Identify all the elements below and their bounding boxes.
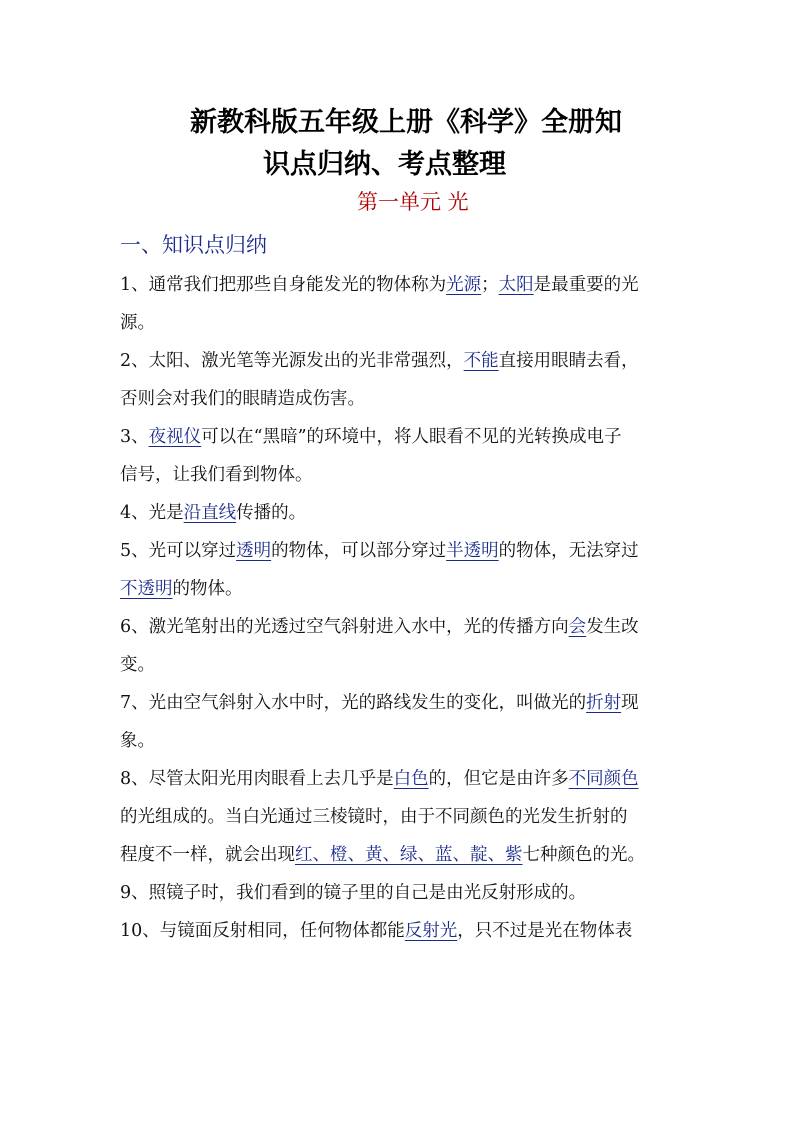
text-segment: 变。	[120, 655, 155, 675]
text-line	[120, 456, 680, 494]
key-term: 夜视仪	[148, 427, 202, 447]
text-line	[120, 380, 680, 418]
key-term: 白色	[393, 769, 429, 789]
text-line	[120, 608, 680, 646]
text-segment: 传播的。	[236, 503, 307, 523]
text-segment: 8、尽管太阳光用肉眼看上去几乎是	[120, 769, 394, 789]
key-term: 会	[568, 617, 587, 637]
text-line	[120, 722, 680, 760]
text-segment: 的，但它是由许多	[428, 769, 569, 789]
text-segment: 的物体，可以部分穿过	[271, 541, 447, 561]
key-term: 光源	[446, 275, 482, 295]
text-line	[120, 266, 680, 304]
key-term: 红、橙、黄、绿、蓝、靛、紫	[295, 845, 523, 865]
text-segment: 6、激光笔射出的光透过空气斜射进入水中，光的传播方向	[120, 617, 569, 637]
document-title-line-1: 新教科版五年级上册《科学》全册知	[190, 107, 622, 138]
text-segment: ；	[481, 275, 499, 295]
text-line	[120, 494, 680, 532]
text-segment: 的物体。	[172, 579, 243, 599]
text-segment: 信号，让我们看到物体。	[120, 465, 313, 485]
text-line	[120, 304, 680, 342]
key-term: 半透明	[446, 541, 499, 561]
text-line	[120, 570, 680, 608]
text-line	[120, 532, 680, 570]
text-segment: 1、通常我们把那些自身能发光的物体称为	[120, 275, 447, 295]
text-line	[120, 912, 680, 950]
knowledge-points	[120, 266, 680, 950]
unit-title: 第一单元 光	[357, 190, 469, 214]
text-segment: ，只不过是光在物体表	[457, 921, 633, 941]
text-segment: 的光组成的。当白光通过三棱镜时，由于不同颜色的光发生折射的	[120, 807, 628, 827]
text-segment: 程度不一样，就会出现	[120, 845, 295, 865]
document-title-line-2: 识点归纳、考点整理	[263, 149, 506, 180]
key-term: 不能	[463, 351, 499, 371]
text-segment: 是最重要的光	[533, 275, 639, 295]
text-segment: 七种颜色的光。	[522, 845, 645, 865]
text-line	[120, 874, 680, 912]
key-term: 透明	[236, 541, 272, 561]
text-line	[120, 418, 680, 456]
key-term: 反射光	[404, 921, 458, 941]
text-segment: 5、光可以穿过	[120, 541, 237, 561]
text-segment: 直接用眼睛去看，	[498, 351, 639, 371]
key-term: 沿直线	[183, 503, 237, 523]
text-segment: 9、照镜子时，我们看到的镜子里的自己是由光反射形成的。	[120, 883, 587, 903]
text-line	[120, 836, 680, 874]
text-segment: 2、太阳、激光笔等光源发出的光非常强烈，	[120, 351, 464, 371]
text-segment: 否则会对我们的眼睛造成伤害。	[120, 389, 365, 409]
text-segment: 象。	[120, 731, 155, 751]
text-line	[120, 342, 680, 380]
key-term: 折射	[586, 693, 622, 713]
key-term: 不透明	[120, 579, 173, 599]
key-term: 不同颜色	[568, 769, 639, 789]
text-line	[120, 760, 680, 798]
text-segment: 源。	[120, 313, 155, 333]
text-line	[120, 646, 680, 684]
text-segment: 发生改	[586, 617, 639, 637]
text-segment: 现	[621, 693, 639, 713]
text-segment: 3、	[120, 427, 149, 447]
text-line	[120, 684, 680, 722]
text-line	[120, 798, 680, 836]
section-heading: 一、知识点归纳	[120, 233, 267, 257]
text-segment: 7、光由空气斜射入水中时，光的路线发生的变化，叫做光的	[120, 693, 587, 713]
key-term: 太阳	[498, 275, 534, 295]
text-segment: 4、光是	[120, 503, 184, 523]
text-segment: 10、与镜面反射相同，任何物体都能	[120, 921, 405, 941]
text-segment: 可以在“黑暗”的环境中，将人眼看不见的光转换成电子	[201, 427, 622, 447]
text-segment: 的物体，无法穿过	[498, 541, 639, 561]
